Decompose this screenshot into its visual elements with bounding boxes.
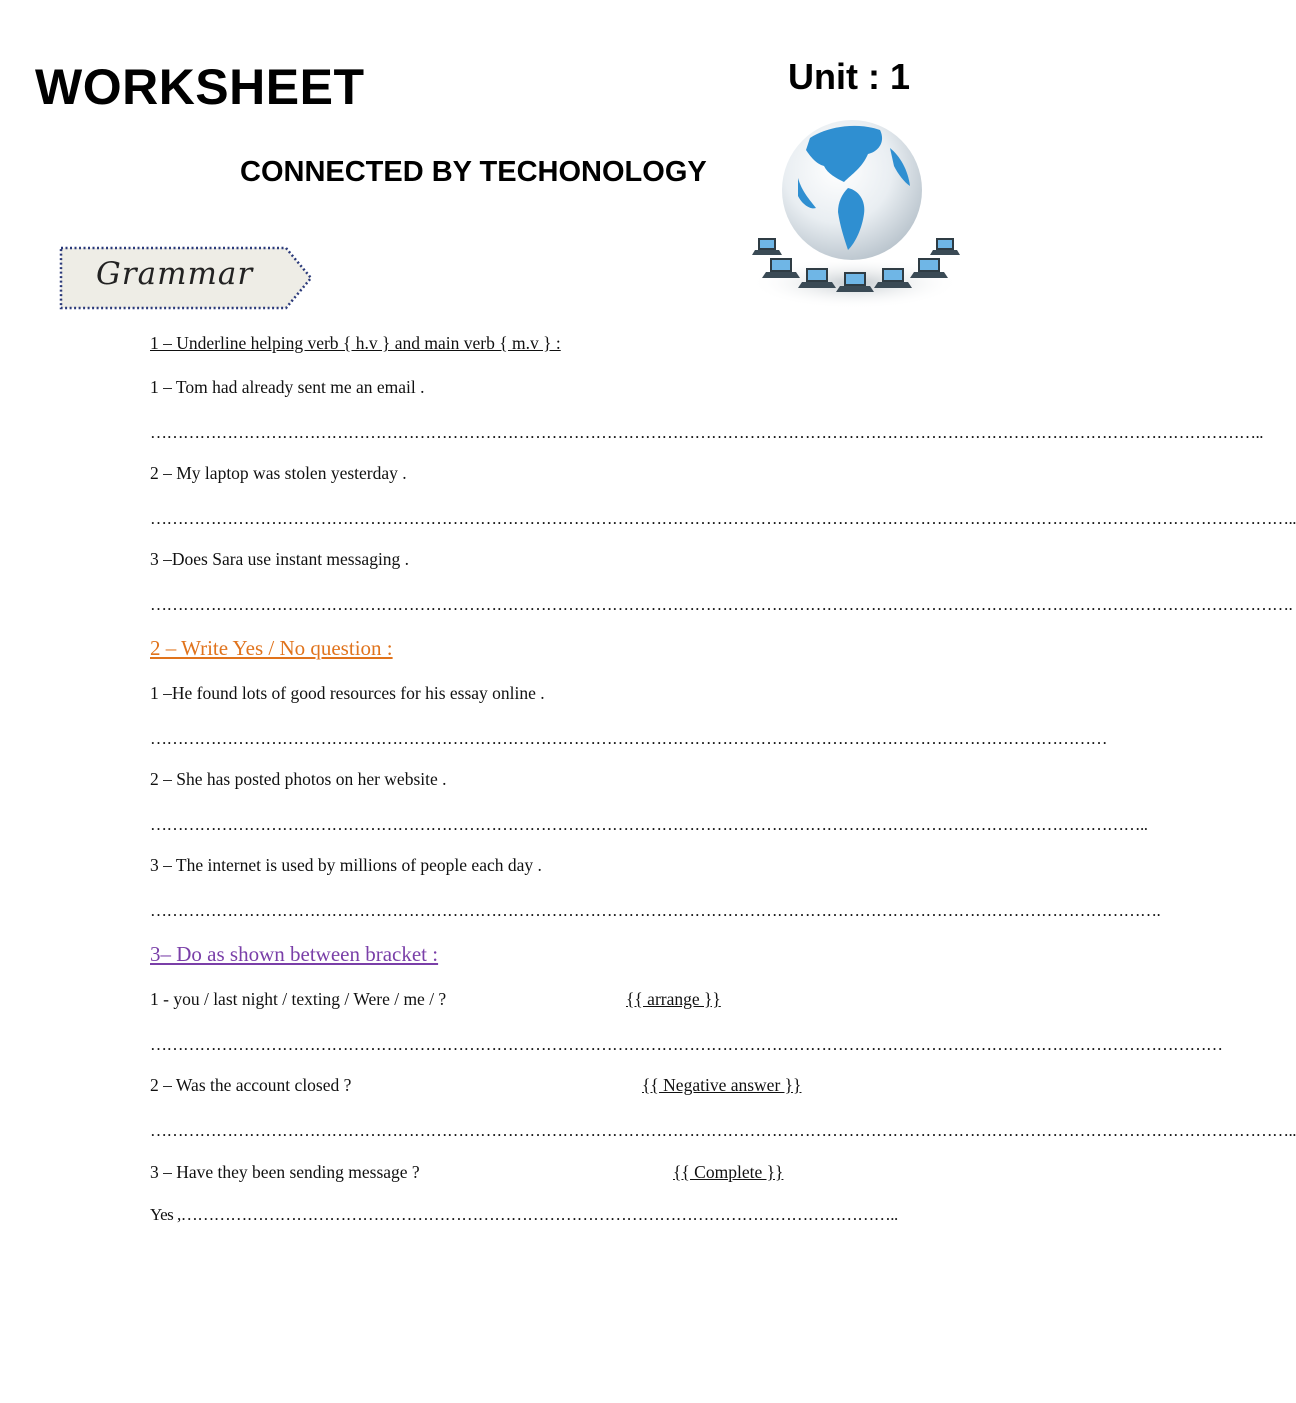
s3-question-3: 3 – Have they been sending message ? [150, 1162, 420, 1182]
s2-answer-1[interactable]: ………………………………………………………………………………………………………………………………………………………… [150, 729, 1107, 748]
grammar-tag-label: Grammar [96, 256, 254, 292]
s1-answer-3[interactable]: ………………………………………………………………………………………………………………………………………………………………………………………. [150, 595, 1293, 614]
s1-question-1: 1 – Tom had already sent me an email . [150, 377, 425, 397]
s1-answer-2[interactable]: ……………………………………………………………………………………………………………………………………………………………………………………….. [150, 509, 1296, 528]
s3-bracket-2: {{ Negative answer }} [642, 1075, 802, 1095]
section-2-heading: 2 – Write Yes / No question : [150, 636, 393, 660]
page-subtitle: CONNECTED BY TECHONOLOGY [240, 156, 707, 188]
s3-answer-3[interactable]: Yes ,………………………………………………………………………………………………………………….. [150, 1205, 898, 1224]
s3-answer-2[interactable]: ……………………………………………………………………………………………………………………………………………………………………………………….. [150, 1121, 1296, 1140]
worksheet-title: WORKSHEET [35, 59, 365, 115]
s2-answer-3[interactable]: …………………………………………………………………………………………………………………………………………………………………. [150, 901, 1161, 920]
s2-question-1: 1 –He found lots of good resources for his essay online . [150, 683, 545, 703]
section-3-heading: 3– Do as shown between bracket : [150, 942, 439, 966]
s2-question-3: 3 – The internet is used by millions of people each day . [150, 855, 542, 875]
s3-question-1: 1 - you / last night / texting / Were / me / ? [150, 989, 447, 1009]
s3-bracket-1: {{ arrange }} [626, 989, 721, 1009]
globe-network-icon [740, 108, 970, 318]
s1-question-2: 2 – My laptop was stolen yesterday . [150, 463, 407, 483]
s3-question-2: 2 – Was the account closed ? [150, 1075, 352, 1095]
s2-answer-2[interactable]: ……………………………………………………………………………………………………………………………………………………………….. [150, 815, 1148, 834]
s2-question-2: 2 – She has posted photos on her website . [150, 769, 447, 789]
unit-label: Unit : 1 [788, 56, 910, 97]
section-1-heading: 1 – Underline helping verb { h.v } and main verb { m.v } : [150, 333, 561, 353]
s1-answer-1[interactable]: ………………………………………………………………………………………………………………………………………………………………………………….. [150, 423, 1263, 442]
s1-question-3: 3 –Does Sara use instant messaging . [150, 549, 410, 569]
s3-answer-1[interactable]: …………………………………………………………………………………………………………………………………………………………………………… [150, 1035, 1223, 1054]
s3-bracket-3: {{ Complete }} [673, 1162, 784, 1182]
